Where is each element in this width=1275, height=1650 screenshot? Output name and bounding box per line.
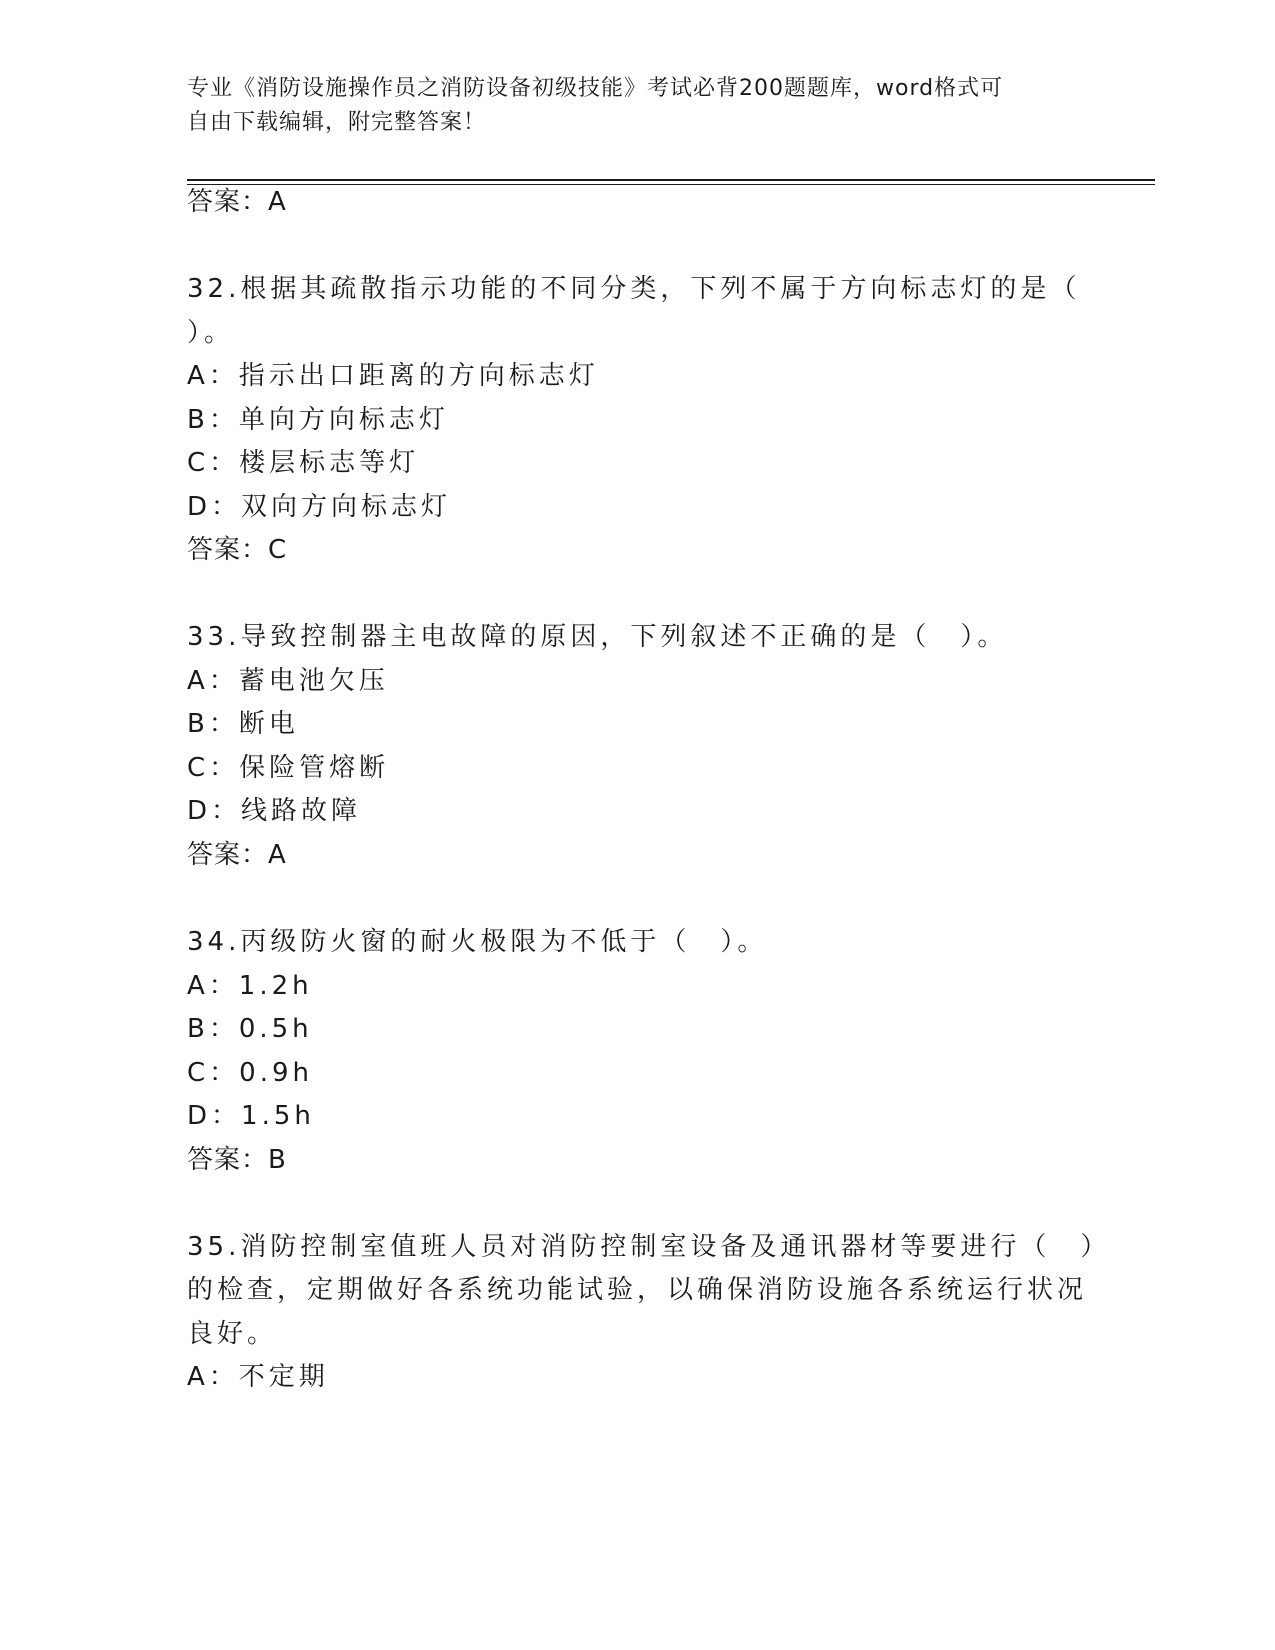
previous-answer: 答案：A [187,187,287,217]
question-32-option-c: C：楼层标志等灯 [187,448,420,478]
question-32-option-d: D：双向方向标志灯 [187,492,452,522]
question-34-option-d: D：1.5h [187,1101,315,1131]
question-33-option-a: A：蓄电池欠压 [187,666,389,696]
header-divider-thin [187,184,1155,185]
question-34-answer: 答案：B [187,1145,287,1175]
document-header: 专业《消防设施操作员之消防设备初级技能》考试必背200题题库，word格式可 自由下载编辑，附完整答案！ [187,76,1004,135]
question-34-text-line-1: 34.丙级防火窗的耐火极限为不低于（ ）。 [187,927,768,957]
question-34-option-b: B：0.5h [187,1014,313,1044]
question-35-text-line-3: 良好。 [187,1319,278,1349]
question-34-option-a: A：1.2h [187,971,313,1001]
question-33-option-d: D：线路故障 [187,796,362,826]
question-35-text-line-1: 35.消防控制室值班人员对消防控制室设备及通讯器材等要进行（ ） [187,1232,1111,1262]
question-35-text-line-2: 的检查，定期做好各系统功能试验，以确保消防设施各系统运行状况 [187,1275,1088,1305]
question-33-option-b: B：断电 [187,709,299,739]
question-35-option-a: A：不定期 [187,1362,329,1392]
question-32-answer: 答案：C [187,535,288,565]
question-32-option-a: A：指示出口距离的方向标志灯 [187,361,599,391]
question-33-answer: 答案：A [187,840,287,870]
question-32-text-line-2: ）。 [187,318,235,348]
question-33-text-line-1: 33.导致控制器主电故障的原因，下列叙述不正确的是（ ）。 [187,622,1008,652]
question-33-option-c: C：保险管熔断 [187,753,390,783]
question-32-text-line-1: 32.根据其疏散指示功能的不同分类，下列不属于方向标志灯的是（ [187,274,1081,304]
question-34-option-c: C：0.9h [187,1058,313,1088]
header-divider-thick [187,179,1155,181]
question-32-option-b: B：单向方向标志灯 [187,405,449,435]
